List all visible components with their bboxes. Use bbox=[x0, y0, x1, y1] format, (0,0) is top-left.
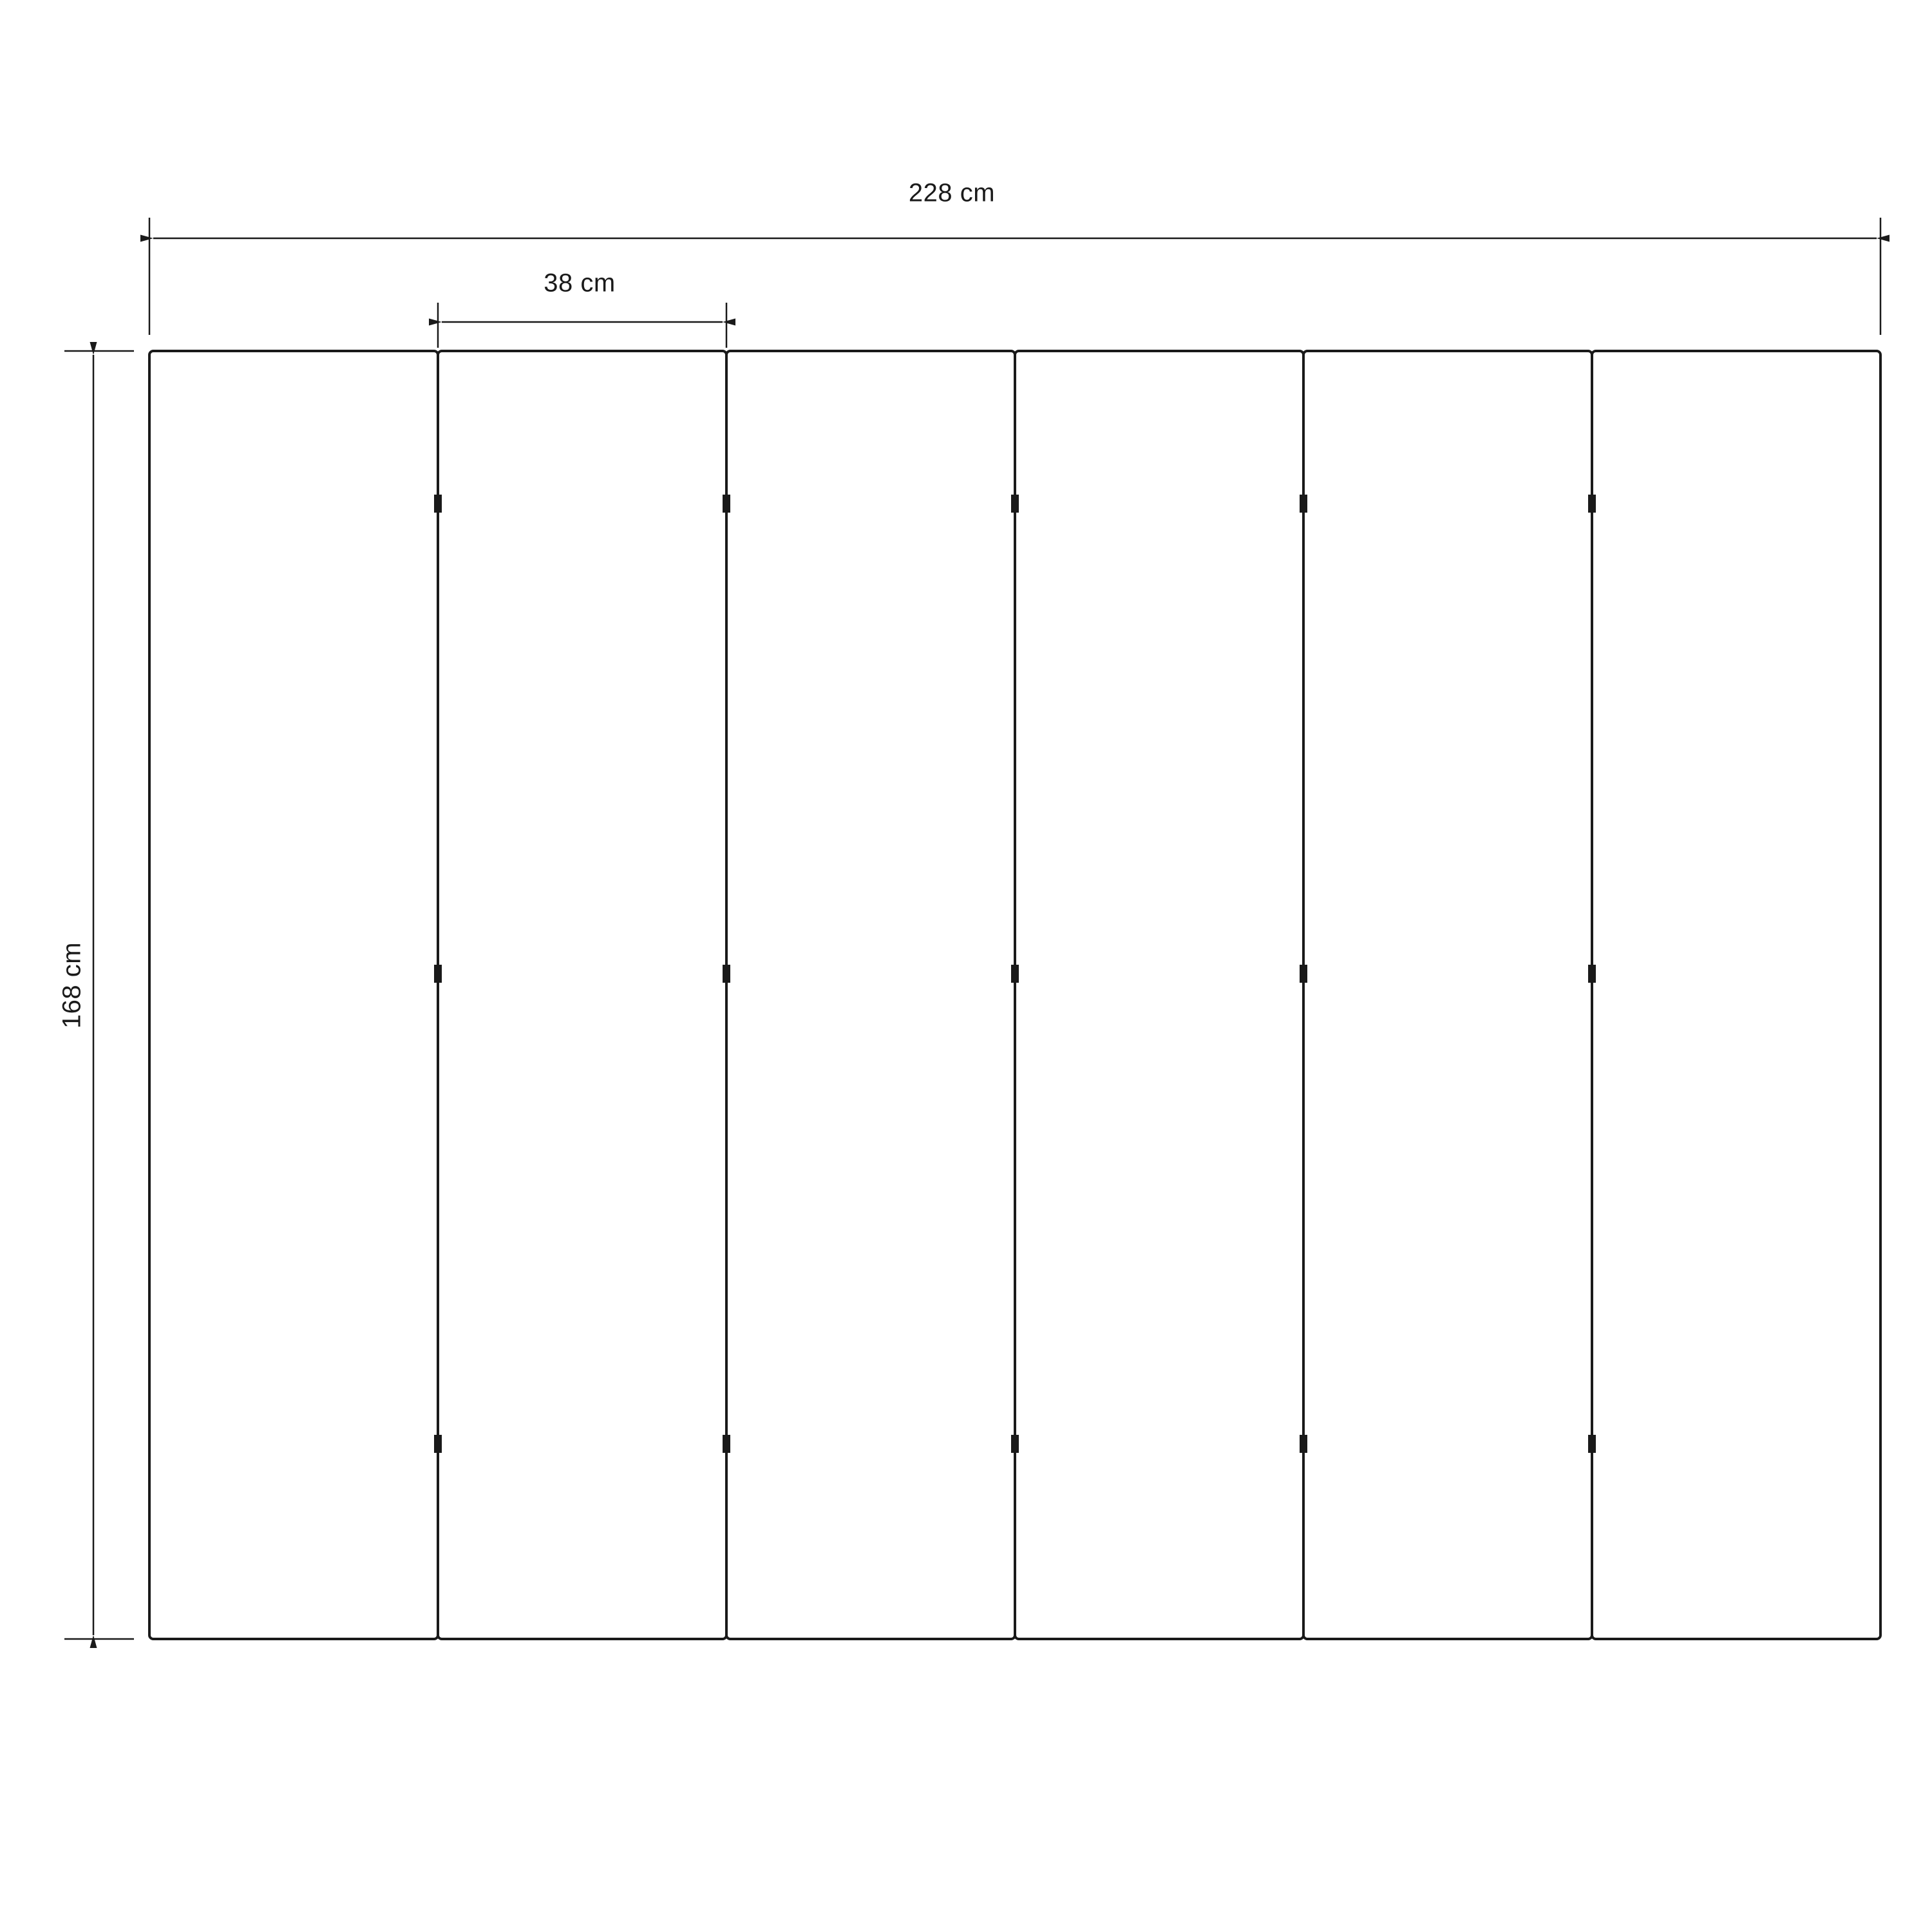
hinge-icon bbox=[434, 1435, 442, 1453]
hinge-icon bbox=[1300, 1435, 1307, 1453]
panel-5 bbox=[1303, 351, 1592, 1639]
hinge-icon bbox=[1588, 1435, 1596, 1453]
hinge-icon bbox=[1011, 1435, 1019, 1453]
panel-1 bbox=[149, 351, 438, 1639]
panel-3 bbox=[726, 351, 1015, 1639]
dimension-overall-width bbox=[149, 218, 1880, 335]
hinge-icon bbox=[1011, 495, 1019, 513]
panel-6 bbox=[1592, 351, 1880, 1639]
hinge-icon bbox=[1300, 965, 1307, 983]
hinge-icon bbox=[723, 965, 730, 983]
panel-width-label: 38 cm bbox=[544, 269, 616, 298]
overall-height-label: 168 cm bbox=[57, 942, 86, 1029]
hinge-icon bbox=[723, 495, 730, 513]
hinge-icon bbox=[434, 495, 442, 513]
hinge-icon bbox=[1588, 495, 1596, 513]
overall-width-label: 228 cm bbox=[908, 178, 996, 207]
dimension-panel-width bbox=[438, 303, 726, 348]
hinge-icon bbox=[723, 1435, 730, 1453]
panel-4 bbox=[1015, 351, 1303, 1639]
hinge-icon bbox=[434, 965, 442, 983]
hinge-icon bbox=[1011, 965, 1019, 983]
hinge-icon bbox=[1300, 495, 1307, 513]
panel-2 bbox=[438, 351, 726, 1639]
hinge-icon bbox=[1588, 965, 1596, 983]
